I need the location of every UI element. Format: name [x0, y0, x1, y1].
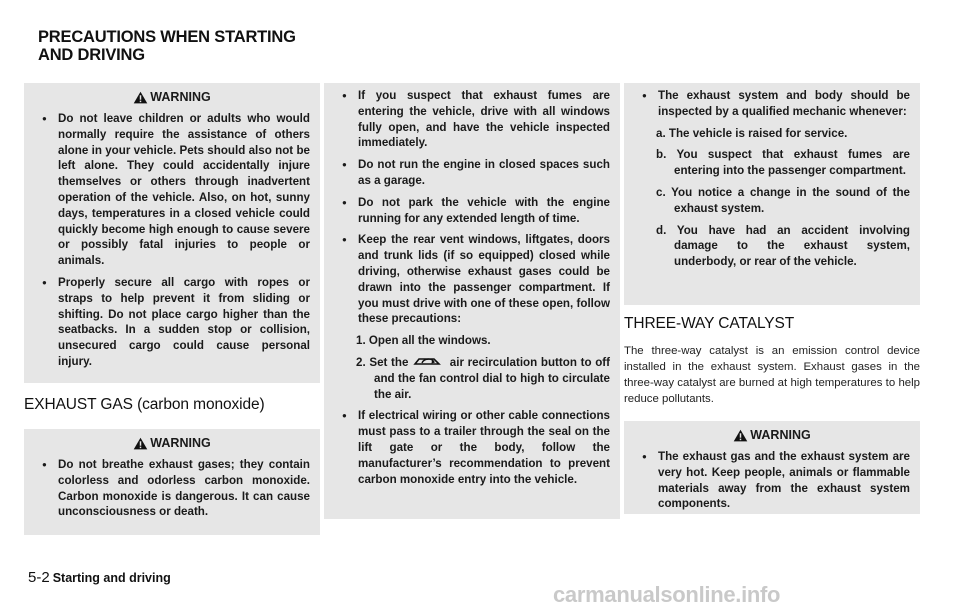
section-heading-three-way-catalyst: THREE-WAY CATALYST: [624, 315, 795, 332]
warning-title: [34, 436, 310, 451]
column-3: [624, 83, 920, 514]
inspection-condition: c. You notice a change in the sound of the exhaust system.: [656, 185, 910, 215]
air-recirculation-icon: [412, 355, 446, 367]
warning-bullet: ● Keep the rear vent windows, liftgates, doors and trunk lids (if so equipped) closed while driving, otherwise exhaust gases could be drawn into the passenger compartment. If you must drive with one of these open, follow these precautions:: [334, 232, 610, 327]
warning-label: WARNING: [150, 90, 211, 104]
precaution-step: 1. Open all the windows.: [356, 334, 491, 348]
warning-label: WARNING: [150, 436, 211, 450]
warning-bullet: ● If you suspect that exhaust fumes are entering the vehicle, drive with all windows fully open, and have the vehicle inspected immediately.: [334, 88, 610, 151]
warning-triangle-icon: [733, 429, 748, 442]
section-heading-exhaust-gas: EXHAUST GAS (carbon monoxide): [24, 396, 265, 413]
warning-triangle-icon: [133, 91, 148, 104]
warning-box-continued: [324, 83, 620, 519]
precaution-step: [334, 355, 610, 402]
warning-bullet: ● Properly secure all cargo with ropes or straps to help prevent it from sliding or shifting. Do not place cargo higher than the seatbacks. In a sudden stop or collision, unsecured cargo could cause personal injury.: [34, 275, 310, 370]
inspection-condition: b. You suspect that exhaust fumes are entering into the passenger compartment.: [656, 148, 910, 178]
warning-bullet: ● Do not leave children or adults who would normally require the assistance of others alone in your vehicle. Pets should also not be left alone. They could accidentally injure themselves or others through inadvertent operation of the vehicle. Also, on hot, sunny days, temperatures in a closed vehicle could quickly become high enough to cause severe or possibly fatal injuries to people or animals.: [34, 111, 310, 269]
warning-label: WARNING: [750, 428, 811, 442]
inspection-condition: a. The vehicle is raised for service.: [656, 126, 848, 140]
warning-box-continued: [624, 83, 920, 305]
warning-bullet: ● Do not breathe exhaust gases; they contain colorless and odorless carbon monoxide. Carbon monoxide is dangerous. It can cause unconsciousness or death.: [34, 457, 310, 520]
warning-title: [634, 428, 910, 443]
warning-bullet: ● The exhaust system and body should be inspected by a qualified mechanic whenever:: [634, 88, 910, 120]
watermark: carmanualsonline.info: [553, 582, 781, 607]
warning-box: [24, 83, 320, 383]
warning-title: [34, 90, 310, 105]
warning-box: [24, 429, 320, 535]
catalyst-description: The three-way catalyst is an emission control device installed in the exhaust system. Exhaust gases in the three-way catalyst are burned at high temperatures to help reduce pollutants.: [624, 345, 920, 405]
page-title-line-2: AND DRIVING: [38, 46, 145, 64]
page-number: 5-2: [28, 569, 50, 586]
warning-triangle-icon: [133, 437, 148, 450]
column-1: [24, 83, 320, 535]
page-title: [38, 28, 296, 64]
warning-bullet: ● The exhaust gas and the exhaust system are very hot. Keep people, animals or flammable materials away from the exhaust system components.: [634, 449, 910, 512]
page-footer: [28, 569, 171, 586]
warning-bullet: ● If electrical wiring or other cable connections must pass to a trailer through the seal on the lift gate or the body, follow the manufacturer’s recommendation to prevent carbon monoxide entry into the vehicle.: [334, 408, 610, 487]
step-text-start: 2. Set the: [356, 355, 413, 369]
inspection-condition: d. You have had an accident involving damage to the exhaust system, underbody, or rear of the vehicle.: [656, 223, 910, 269]
warning-box: [624, 421, 920, 514]
step-text-end: air recirculation button to off and the fan control dial to high to circulate the air.: [374, 355, 611, 401]
column-2: [324, 83, 620, 519]
warning-bullet: ● Do not park the vehicle with the engine running for any extended length of time.: [334, 195, 610, 227]
page-title-line-1: PRECAUTIONS WHEN STARTING: [38, 28, 296, 46]
chapter-title: Starting and driving: [52, 571, 171, 585]
warning-bullet: ● Do not run the engine in closed spaces such as a garage.: [334, 157, 610, 189]
